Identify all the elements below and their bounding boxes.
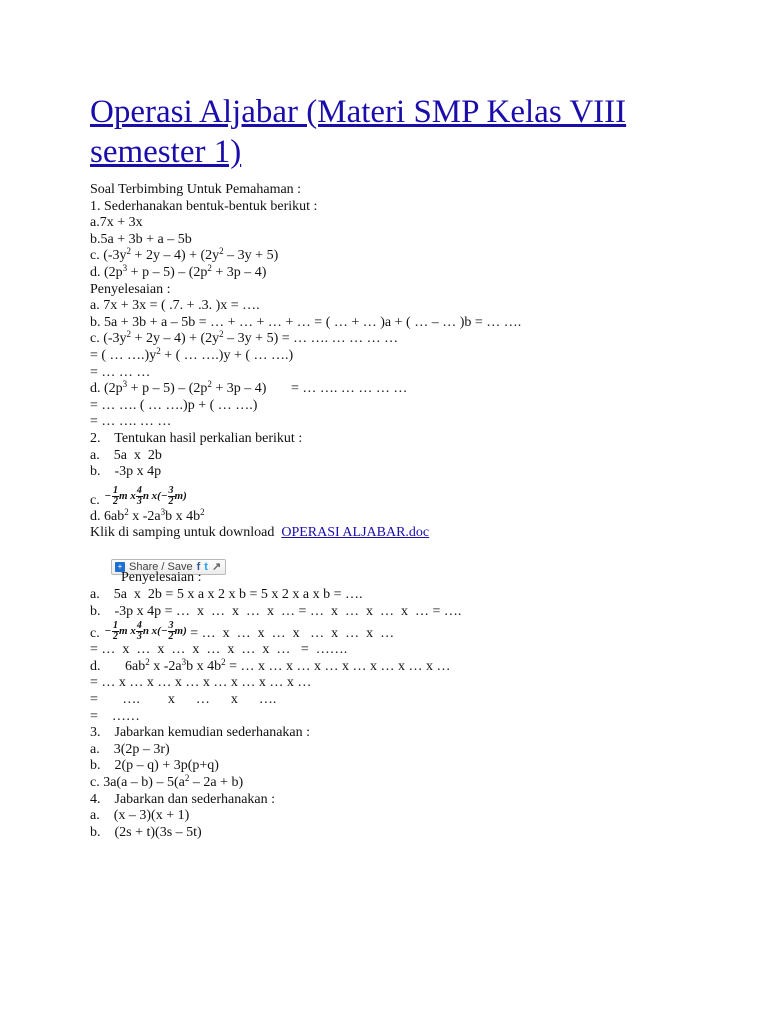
sol2-c: c. − $\frac{1}{2}$ m x $\frac{4}{3}$ n x(− $\frac{3}{2}$ m) = … x … x … x … x … x … [90, 620, 395, 643]
q2-item-b: b. -3p x 4p [90, 464, 162, 480]
q4-heading: 4. Jabarkan dan sederhanakan : [90, 791, 276, 807]
page-title-link[interactable]: Operasi Aljabar (Materi SMP Kelas VIII semester 1) [90, 94, 627, 170]
fraction: $\frac{4}{3}$ [136, 620, 142, 643]
twitter-icon[interactable]: t [204, 561, 208, 574]
sol1-d2: = … …. ( … ….)p + ( … ….) [90, 397, 258, 413]
sol1-c1: c. $(-3y^2 + 2y - 4) + (2y^2 - 3y + 5)$ = … …. … … … … [90, 329, 399, 347]
fraction: $\frac{4}{3}$ [136, 484, 142, 507]
sol1-heading: Penyelesaian : [90, 281, 171, 297]
q2-item-c: c. − $\frac{1}{2}$ m x $\frac{4}{3}$ n x(− $\frac{3}{2}$ m) [90, 484, 187, 508]
share-row [90, 542, 730, 574]
q2-item-d: d. $6ab^2$ x $-2a^3b$ x $4b^2$ [90, 506, 205, 524]
q4-item-b: b. (2s + t)(3s – 5t) [90, 824, 202, 840]
sol2-c2: = … x … x … x … x … x … = ……. [90, 642, 348, 658]
sol1-d1: d. $(2p^3 + p - 5) - (2p^2 + 3p - 4)$ = … …. … … … … [90, 379, 408, 397]
download-link[interactable]: OPERASI ALJABAR.doc [281, 525, 430, 541]
sol2-math-expression: − $\frac{1}{2}$ m x $\frac{4}{3}$ n x(− $\frac{3}{2}$ m) [104, 620, 187, 643]
intro-text: Soal Terbimbing Untuk Pemahaman : [90, 182, 302, 197]
share-save-button[interactable]: + Share / Save f t ↗ [111, 559, 226, 575]
q2-heading: 2. Tentukan hasil perkalian berikut : [90, 430, 303, 446]
q1-item-d: d. $(2p^3 + p - 5) - (2p^2 + 3p - 4)$ [90, 262, 267, 280]
sol1-d3: = … …. … … [90, 414, 172, 430]
q2-math-expression: − $\frac{1}{2}$ m x $\frac{4}{3}$ n x(− $\frac{3}{2}$ m) [104, 484, 187, 507]
q3-heading: 3. Jabarkan kemudian sederhanakan : [90, 725, 311, 741]
fraction: $\frac{1}{2}$ [113, 620, 118, 643]
document-body [90, 182, 730, 841]
fraction: $\frac{3}{2}$ [168, 620, 174, 643]
download-line: Klik di samping untuk download OPERASI ALJABAR.doc [90, 525, 430, 541]
q1-item-b: b.5a + 3b + a – 5b [90, 231, 192, 247]
q3-item-a: a. 3(2p – 3r) [90, 741, 170, 757]
sol2-heading: Penyelesaian : [121, 570, 202, 586]
q3-item-b: b. 2(p – q) + 3p(p+q) [90, 758, 219, 774]
sol2-b: b. -3p x 4p = … x … x … x … = … x … x … x … = …. [90, 603, 462, 619]
facebook-icon[interactable]: f [196, 561, 201, 574]
addtoany-icon: + [115, 562, 125, 572]
fraction: $\frac{1}{2}$ [113, 484, 118, 507]
sol1-a: a. 7x + 3x = ( .7. + .3. )x = …. [90, 298, 260, 314]
q1-item-a: a.7x + 3x [90, 215, 143, 231]
q4-item-a: a. (x – 3)(x + 1) [90, 808, 190, 824]
q1-item-c: c. $(-3y^2 + 2y - 4) + (2y^2 - 3y + 5)$ [90, 246, 279, 264]
sol2-d3: = …. x … x …. [90, 692, 277, 708]
sol2-d2: = … x … x … x … x … x … x … x … [90, 675, 312, 691]
q2-item-a: a. 5a x 2b [90, 447, 162, 463]
sol2-a: a. 5a x 2b = 5 x a x 2 x b = 5 x 2 x a x b = …. [90, 587, 363, 603]
sol2-d1: d. $6ab^2$ x $-2a^3b$ x $4b^2$ = … x … x … x … x … x … x … x … [90, 656, 451, 674]
sol1-b: b. 5a + 3b + a – 5b = … + … + … + … = ( … + … )a + ( … – … )b = … …. [90, 314, 522, 330]
q1-heading: 1. Sederhanakan bentuk-bentuk berikut : [90, 198, 318, 214]
sol2-d4: = …… [90, 708, 140, 724]
sol1-c3: = … … … [90, 364, 151, 380]
sol1-c2: = ( … $\dots.)y^2$ + ( … ….)y + ( … ….) [90, 345, 294, 363]
share-arrow-icon[interactable]: ↗ [211, 561, 222, 574]
fraction: $\frac{3}{2}$ [168, 484, 174, 507]
q3-item-c: c. $3a(a - b) - 5(a^2 - 2a + b)$ [90, 773, 244, 790]
